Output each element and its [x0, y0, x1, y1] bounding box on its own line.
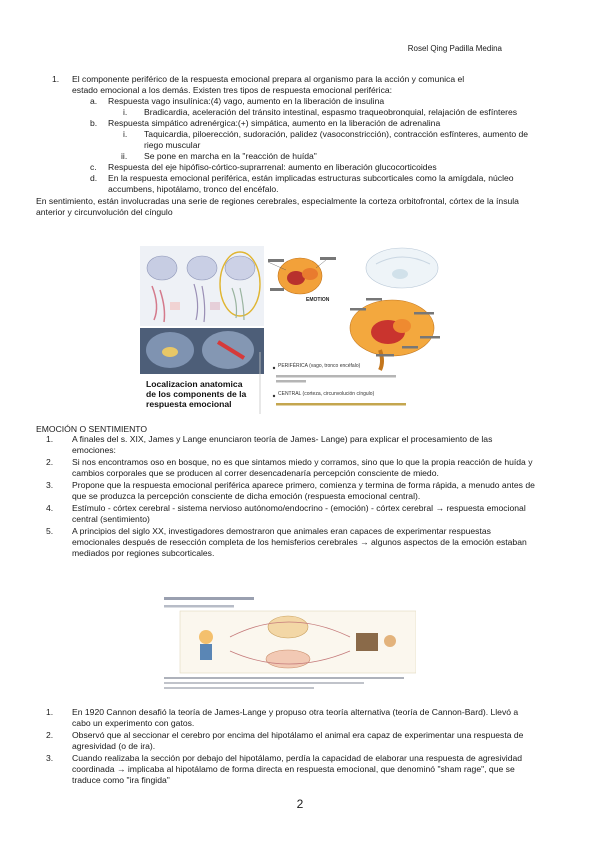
cannon-item-2-line-1: Observó que al seccionar el cerebro por encima del hipotálamo el animal era capaz de experimentar una respuesta de: [72, 730, 524, 740]
cannon-item-2-line-2: agresividad (o de ira).: [72, 741, 156, 751]
item-b-i-line-2: riego muscular: [144, 140, 201, 150]
cannon-item-3-line-3: traduce como "ira fingida": [72, 775, 170, 785]
emotion-item-4-line-1: Estímulo - córtex cerebral - sistema nervioso autónomo/endocrino - (emoción) - córtex cerebral → respuesta emocional: [72, 503, 526, 513]
emotion-label: EMOTION: [306, 297, 330, 303]
caption-line-1: Localizacion anatomica: [146, 379, 243, 389]
item-b-ii-text: Se pone en marcha en la "reacción de huída": [144, 151, 317, 161]
item-1-number: 1.: [52, 74, 60, 84]
figure-caption: [146, 379, 246, 409]
item-c-text: Respuesta del eje hipófiso-córtico-suprarrenal: aumento en liberación glucocorticoides: [108, 162, 437, 172]
section-heading: EMOCIÓN O SENTIMIENTO: [36, 424, 148, 434]
item-d-line-2: accumbens, hipotálamo, tronco del encéfalo.: [108, 184, 279, 194]
item-a-label: a.: [90, 96, 98, 106]
emotion-item-5-number: 5.: [46, 526, 54, 536]
item-d-line-1: En la respuesta emocional periférica, están implicadas estructuras subcorticales como la amígdala, núcleo: [108, 173, 514, 183]
item-a-text: Respuesta vago insulínica:(4) vago, aumento en la liberación de insulina: [108, 96, 385, 106]
legend-central: CENTRAL (corteza, circunvolución cíngulo): [278, 391, 375, 397]
emotion-item-5-line-3: mediados por regiones subcorticales.: [72, 548, 215, 558]
emotion-item-3-line-1: Propone que la respuesta emocional periférica aparece primero, comienza y termina de forma rápida, a menudo antes de: [72, 480, 535, 490]
legend-peripheral: PERIFÉRICA (vago, tronco encéfalo): [278, 363, 361, 369]
author-name: Rosel Qing Padilla Medina: [407, 44, 502, 53]
feeling-paragraph-line-1: En sentimiento, están involucradas una serie de regiones cerebrales, especialmente la corteza orbitofrontal, córtex de la ínsula: [36, 196, 519, 206]
item-a-i-label: i.: [123, 107, 128, 117]
emotion-item-2-line-2: cambios corporales que se producen al correr desencadenaría percepción consciente de miedo.: [72, 468, 439, 478]
item-1-line-2: estado emocional a los demás. Existen tres tipos de respuesta emocional periférica:: [72, 85, 393, 95]
emotion-item-2-line-1: Si nos encontramos oso en bosque, no es que sintamos miedo y corramos, sino que lo que la propia reacción de huída y: [72, 457, 533, 467]
cannon-item-1-line-1: En 1920 Cannon desafió la teoría de James-Lange y propuso otra teoría alternativa (teoría de Cannon-Bard). Llevó a: [72, 707, 519, 717]
item-d-label: d.: [90, 173, 98, 183]
item-b-ii-label: ii.: [121, 151, 128, 161]
emotion-item-1-line-2: emociones:: [72, 445, 116, 455]
cannon-bard-diagram: [160, 597, 416, 695]
cannon-item-2-number: 2.: [46, 730, 54, 740]
item-b-i-line-1: Taquicardia, piloerección, sudoración, palidez (vasoconstricción), contracción esfínteres, aumento de: [144, 129, 529, 139]
cannon-item-1-number: 1.: [46, 707, 54, 717]
cannon-item-1-line-2: cabo un experimento con gatos.: [72, 718, 195, 728]
cannon-item-3-line-2: coordinada → implicaba al hipotálamo de forma directa en respuesta emocional, que denominó "sham rage", que se: [72, 764, 515, 774]
emotion-item-4-line-2: central (sentimiento): [72, 514, 150, 524]
emotion-item-5-line-2: emocionales después de resección completa de los hemisferios cerebrales → algunos aspectos de la emoción estaban: [72, 537, 527, 547]
cannon-bard-figure: [160, 597, 416, 695]
emotion-item-2-number: 2.: [46, 457, 54, 467]
page-number: 2: [296, 797, 304, 811]
cannon-item-3-line-1: Cuando realizaba la sección por debajo del hipotálamo, perdía la capacidad de elaborar una respuesta de agresividad: [72, 753, 523, 763]
item-a-i-text: Bradicardia, aceleración del tránsito intestinal, espasmo traqueobronquial, relajación de esfínteres: [144, 107, 518, 117]
emotion-item-4-number: 4.: [46, 503, 54, 513]
item-b-text: Respuesta simpático adrenérgica:(+) simpática, aumento en la liberación de adrenalina: [108, 118, 441, 128]
emotion-item-3-number: 3.: [46, 480, 54, 490]
feeling-paragraph-line-2: anterior y circunvolución del cíngulo: [36, 207, 173, 217]
emotion-item-5-line-1: A principios del siglo XX, investigadores demostraron que animales eran capaces de experimentar respuestas: [72, 526, 491, 536]
emotion-item-1-line-1: A finales del s. XIX, James y Lange enunciaron teoría de James- Lange) para explicar el procesamiento de las: [72, 434, 493, 444]
item-b-label: b.: [90, 118, 98, 128]
emotion-item-3-line-2: que se produzca la percepción consciente de dicha emoción (respuesta emocional central).: [72, 491, 421, 501]
cannon-item-3-number: 3.: [46, 753, 54, 763]
item-1-line-1: El componente periférico de la respuesta emocional prepara al organismo para la acción y comunica el: [72, 74, 465, 84]
item-b-i-label: i.: [123, 129, 128, 139]
emotion-item-1-number: 1.: [46, 434, 54, 444]
caption-line-2: de los components de la: [146, 389, 247, 399]
emotional-response-figure: [140, 246, 452, 414]
item-c-label: c.: [90, 162, 97, 172]
caption-line-3: respuesta emocional: [146, 399, 232, 409]
